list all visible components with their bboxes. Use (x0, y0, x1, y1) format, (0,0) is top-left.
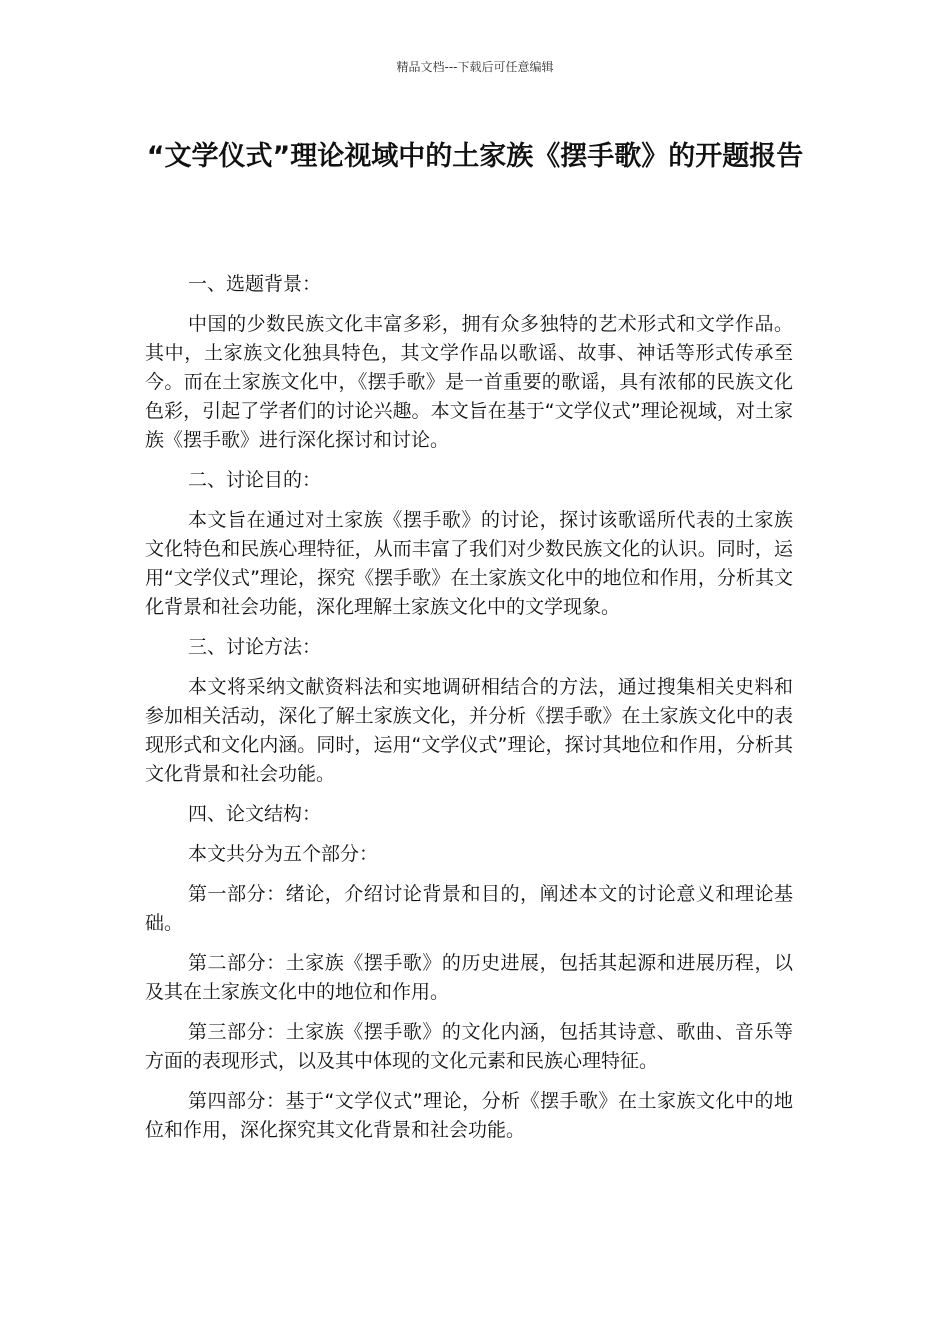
section-heading-background: 一、选题背景： (188, 273, 322, 295)
document-title: “文学仪式”理论视域中的土家族《摆手歌》的开题报告 (146, 141, 804, 172)
paragraph-part-three: 第三部分：土家族《摆手歌》的文化内涵，包括其诗意、歌曲、音乐等方面的表现形式，以及其中体现的文化元素和民族心理特征。 (145, 1021, 793, 1072)
document-body (145, 270, 793, 1156)
section-heading-purpose: 二、讨论目的： (188, 469, 322, 491)
page-header-watermark: 精品文档---下载后可任意编辑 (396, 60, 554, 74)
paragraph-part-two: 第二部分：土家族《摆手歌》的历史进展，包括其起源和进展历程，以及其在土家族文化中的地位和作用。 (145, 952, 793, 1003)
paragraph-structure-intro: 本文共分为五个部分： (188, 843, 379, 865)
section-heading-method: 三、讨论方法： (188, 636, 322, 658)
paragraph-background: 中国的少数民族文化丰富多彩，拥有众多独特的艺术形式和文学作品。其中，土家族文化独具特色，其文学作品以歌谣、故事、神话等形式传承至今。而在土家族文化中，《摆手歌》是一首重要的歌谣，具有浓郁的民族文化色彩，引起了学者们的讨论兴趣。本文旨在基于“文学仪式”理论视域，对土家族《摆手歌》进行深化探讨和讨论。 (145, 313, 793, 451)
section-heading-structure: 四、论文结构： (188, 803, 322, 825)
paragraph-method: 本文将采纳文献资料法和实地调研相结合的方法，通过搜集相关史料和参加相关活动，深化了解土家族文化，并分析《摆手歌》在土家族文化中的表现形式和文化内涵。同时，运用“文学仪式”理论，探讨其地位和作用，分析其文化背景和社会功能。 (145, 676, 793, 785)
paragraph-purpose: 本文旨在通过对土家族《摆手歌》的讨论，探讨该歌谣所代表的土家族文化特色和民族心理特征，从而丰富了我们对少数民族文化的认识。同时，运用“文学仪式”理论，探究《摆手歌》在土家族文化中的地位和作用，分析其文化背景和社会功能，深化理解土家族文化中的文学现象。 (145, 509, 793, 618)
paragraph-part-one: 第一部分：绪论，介绍讨论背景和目的，阐述本文的讨论意义和理论基础。 (145, 883, 793, 934)
paragraph-part-four: 第四部分：基于“文学仪式”理论，分析《摆手歌》在土家族文化中的地位和作用，深化探究其文化背景和社会功能。 (145, 1090, 793, 1141)
